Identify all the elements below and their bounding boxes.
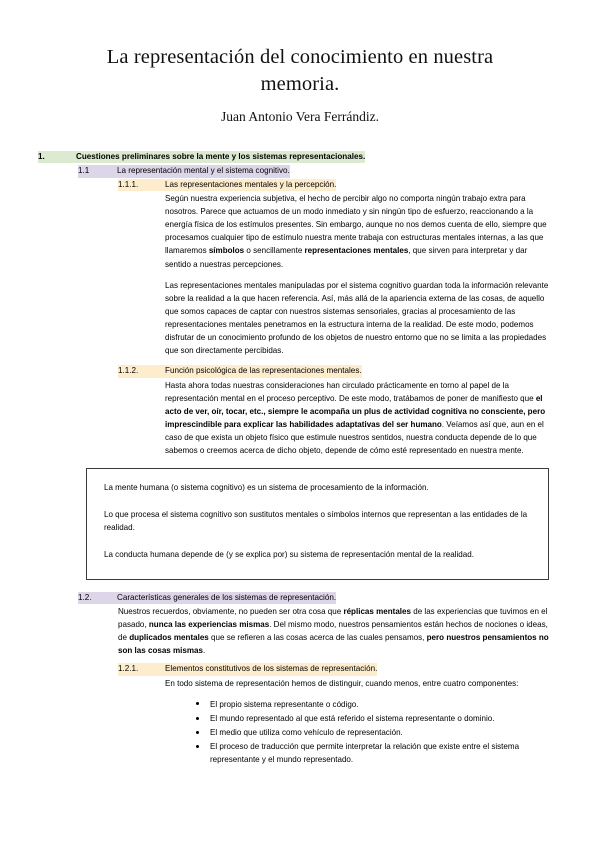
para-text: Hasta ahora todas nuestras consideraciones han circulado prácticamente en torno al papel de la representación mental en el proceso perceptivo. De este modo, tratábamos de poner de manifiesto que — [165, 380, 536, 403]
callout-box — [86, 468, 549, 580]
list-item-text: El propio sistema representante o código. — [210, 699, 359, 709]
para-text: . Del mismo modo, nuestros pensamientos están hechos de nociones o ideas, de — [118, 620, 548, 643]
heading-level2-section11 — [0, 165, 600, 177]
heading-number-1: 1. — [38, 151, 76, 163]
paragraph-111-2 — [0, 279, 600, 358]
list-item — [0, 726, 600, 739]
list-item-text: El medio que utiliza como vehículo de representación. — [210, 728, 403, 738]
emphasis-simbolos: símbolos — [208, 246, 245, 256]
heading-text-11: La representación mental y el sistema cognitivo. — [117, 165, 290, 177]
emphasis-pensamientos-no-cosas: pero nuestros pensamientos no son las cosas mismas — [118, 633, 549, 656]
para-text: Según nuestra experiencia subjetiva, el hecho de percibir algo no comporta ningún trabajo extra para nosotros. Parece que actuamos de un modo inmediato y sin ningún tipo de esfuerzo, reaccionando a la energía física de los estímulos presentes. Sin embargo, aunque no nos demos cuenta de ello, siempre que procesamos cualquier tipo de estímulo nuestra mente trabaja con estructuras mentales internas, a las que llamaremos — [165, 193, 547, 256]
emphasis-nunca-experiencias: nunca las experiencias mismas — [148, 620, 270, 630]
para-text: de las experiencias que tuvimos en el pasado, — [118, 607, 548, 630]
outline-body — [0, 151, 600, 766]
emphasis-duplicados-mentales: duplicados mentales — [129, 633, 209, 643]
heading-text-111: Las representaciones mentales y la percepción. — [165, 179, 336, 191]
heading-number-112: 1.1.2. — [118, 365, 165, 377]
title-block — [0, 0, 600, 125]
components-bullet-list — [0, 698, 600, 767]
heading-number-111: 1.1.1. — [118, 179, 165, 191]
heading-level3-section112 — [0, 365, 600, 377]
list-item — [0, 712, 600, 725]
para-text: En todo sistema de representación hemos de distinguir, cuando menos, entre cuatro componentes: — [165, 678, 519, 688]
heading-text-1: Cuestiones preliminares sobre la mente y los sistemas representacionales. — [76, 151, 365, 163]
heading-text-12: Características generales de los sistemas de representación. — [117, 592, 336, 604]
para-text: Nuestros recuerdos, obviamente, no pueden ser otra cosa que — [118, 607, 344, 617]
heading-level3-section111 — [0, 179, 600, 191]
heading-number-11: 1.1 — [78, 165, 117, 177]
list-item-text: El proceso de traducción que permite interpretar la relación que existe entre el sistema representante y el mundo representado. — [210, 742, 520, 765]
heading-text-121: Elementos constitutivos de los sistemas de representación. — [165, 663, 377, 675]
para-text: , que sirven para interpretar y dar sentido a nuestras percepciones. — [165, 246, 528, 269]
heading-level3-section121 — [0, 663, 600, 675]
paragraph-121-1 — [0, 677, 600, 690]
callout-line-2: Lo que procesa el sistema cognitivo son sustitutos mentales o símbolos internos que representan a las entidades de la realidad. — [104, 510, 528, 532]
heading-number-121: 1.2.1. — [118, 663, 165, 675]
para-text: Las representaciones mentales manipuladas por el sistema cognitivo guardan toda la información relevante sobre la realidad a la que hacen referencia. Así, más allá de la apariencia externa de las cosas, de aquello que somos capaces de captar con nuestros sistemas sensoriales, gracias al procesamiento de las representaciones mentales penetramos en la estructura interna de la realidad. De este modo, podemos disfrutar de un conocimiento profundo de los objetos de nuestro entorno que no se limita a las propiedades que son directamente percibidas. — [165, 280, 549, 356]
heading-text-112: Función psicológica de las representaciones mentales. — [165, 365, 362, 377]
para-text: o sencillamente — [244, 246, 305, 256]
para-text: que se refieren a las cosas acerca de las cuales pensamos, — [208, 633, 427, 643]
heading-level1-section1 — [0, 151, 600, 163]
emphasis-replicas-mentales: réplicas mentales — [343, 607, 411, 617]
bullet-dot-icon — [196, 717, 199, 720]
heading-number-12: 1.2. — [78, 592, 117, 604]
paragraph-112-1 — [0, 379, 600, 458]
callout-line-3: La conducta humana depende de (y se explica por) su sistema de representación mental de la realidad. — [104, 549, 474, 559]
emphasis-representaciones-mentales: representaciones mentales — [304, 246, 409, 256]
bullet-dot-icon — [196, 702, 199, 705]
bullet-dot-icon — [196, 745, 199, 748]
page-title: La representación del conocimiento en nuestra memoria. — [106, 46, 494, 96]
emphasis-acto-de-ver: el acto de ver, oír, tocar, etc., siempre le acompaña un plus de actividad cognitiva no consciente, pero imprescindible para explicar las habilidades adaptativas del ser humano — [165, 393, 546, 429]
list-item — [0, 740, 600, 766]
list-item-text: El mundo representado al que está referido el sistema representante o dominio. — [210, 714, 495, 723]
bullet-dot-icon — [196, 731, 199, 734]
para-text: . — [203, 646, 206, 656]
document-author: Juan Antonio Vera Ferrándiz. — [221, 109, 379, 125]
list-item — [0, 698, 600, 711]
paragraph-12-1 — [0, 605, 600, 657]
paragraph-111-1 — [0, 192, 600, 271]
heading-level2-section12 — [0, 592, 600, 604]
callout-line-1: La mente humana (o sistema cognitivo) es un sistema de procesamiento de la información. — [104, 483, 429, 493]
para-text: . Veíamos así que, aun en el caso de que exista un objeto físico que estimule nuestros sentidos, nuestra conducta depende de lo que sabemos o creemos acerca de dicho objeto, depende de cómo esté representado en nuestra mente. — [165, 419, 544, 456]
